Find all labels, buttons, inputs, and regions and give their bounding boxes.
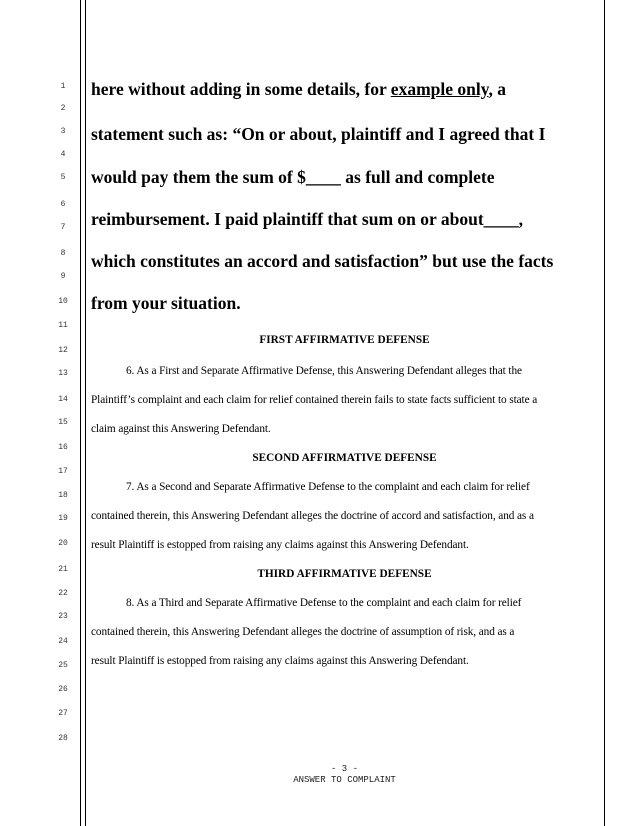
line-number: 26 [58,685,68,694]
line-number: 12 [58,346,68,355]
paragraph-line: contained therein, this Answering Defendant alleges the doctrine of accord and satisfaction, and as a [91,510,534,522]
line-number: 1 [60,82,66,91]
line-number: 4 [60,150,66,159]
paragraph-line: Plaintiff’s complaint and each claim for relief contained therein fails to state facts sufficient to state a [91,394,538,406]
line-number: 3 [60,127,66,136]
line-number: 13 [58,369,68,378]
intro-text: , a [488,79,507,99]
line-number: 19 [58,514,68,523]
intro-line: statement such as: “On or about, plaintiff and I agreed that I [91,124,546,144]
paragraph-line: 7. As a Second and Separate Affirmative Defense to the complaint and each claim for relief [126,481,530,493]
line-number: 2 [60,104,66,113]
line-number: 17 [58,467,68,476]
line-number: 7 [60,223,66,232]
intro-line [91,78,506,100]
paragraph-line: contained therein, this Answering Defendant alleges the doctrine of assumption of risk, and as a [91,626,515,638]
line-number: 27 [58,709,68,718]
paragraph-line: claim against this Answering Defendant. [91,423,271,435]
line-number: 6 [60,200,66,209]
intro-line: from your situation. [91,293,241,313]
line-number: 5 [60,173,66,182]
line-number: 9 [60,272,66,281]
line-number: 22 [58,589,68,598]
line-number: 11 [58,321,68,330]
intro-line: which constitutes an accord and satisfaction” but use the facts [91,251,554,271]
intro-line: would pay them the sum of $____ as full and complete [91,167,495,187]
intro-line: reimbursement. I paid plaintiff that sum on or about____, [91,209,524,229]
line-number: 15 [58,418,68,427]
line-number: 28 [58,734,68,743]
right-margin-rule [604,0,605,826]
line-number: 14 [58,395,68,404]
emphasis-underlined: example only [390,79,489,99]
document-title: ANSWER TO COMPLAINT [293,775,396,785]
line-number: 24 [58,637,68,646]
page-number: - 3 - [330,764,358,774]
section-heading: THIRD AFFIRMATIVE DEFENSE [257,568,432,580]
paragraph-line: result Plaintiff is estopped from raising any claims against this Answering Defendant. [91,655,469,667]
intro-text: here without adding in some details, for [91,79,391,99]
line-number: 23 [58,612,68,621]
section-heading: SECOND AFFIRMATIVE DEFENSE [252,452,437,464]
line-number: 18 [58,491,68,500]
paragraph-line: 8. As a Third and Separate Affirmative Defense to the complaint and each claim for relief [126,597,522,609]
section-heading: FIRST AFFIRMATIVE DEFENSE [259,334,430,346]
left-margin-rule-outer [80,0,81,826]
left-margin-rule-inner [85,0,86,826]
line-number: 20 [58,539,68,548]
line-number: 10 [58,297,68,306]
line-number: 21 [58,565,68,574]
line-number: 8 [60,249,66,258]
line-number: 25 [58,661,68,670]
paragraph-line: result Plaintiff is estopped from raising any claims against this Answering Defendant. [91,539,469,551]
paragraph-line: 6. As a First and Separate Affirmative Defense, this Answering Defendant alleges that the [126,365,522,377]
line-number: 16 [58,443,68,452]
